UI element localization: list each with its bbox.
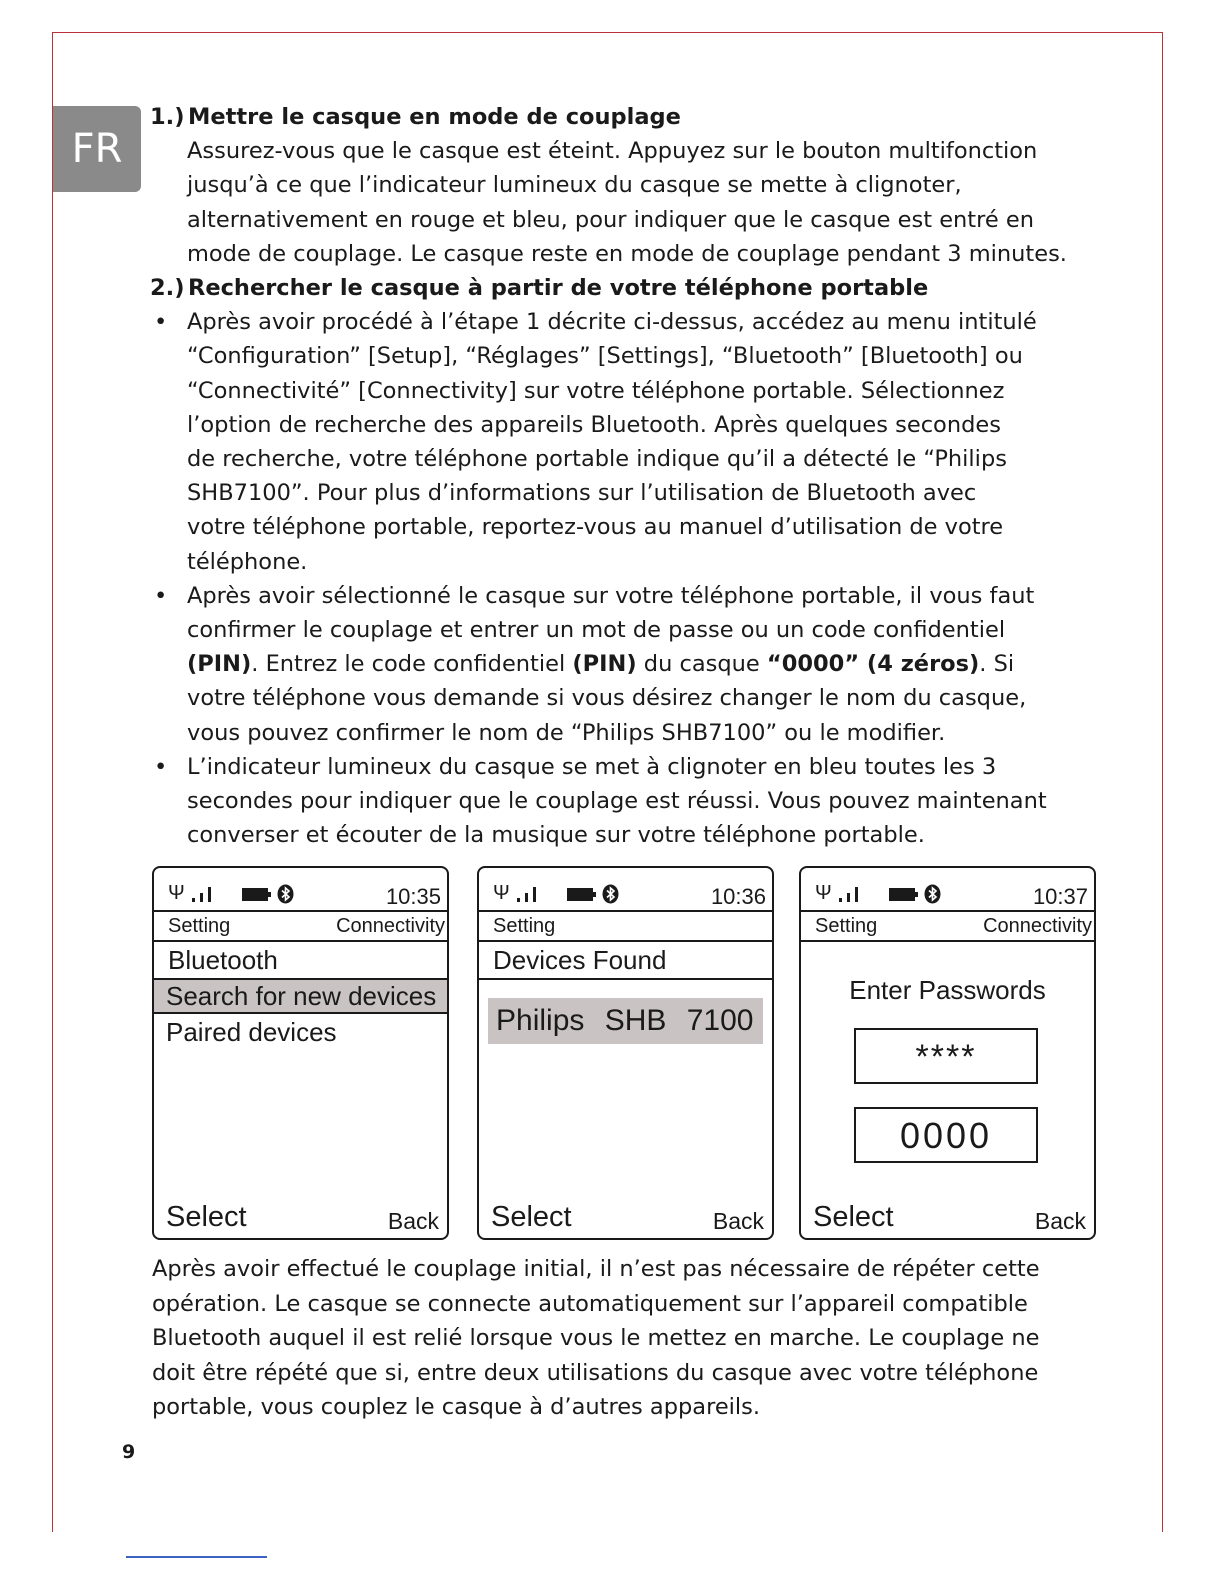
bottom-rule xyxy=(126,1556,267,1558)
header-right: Connectivity xyxy=(336,915,445,937)
password-prompt: Enter Passwords xyxy=(849,975,1046,1005)
header-left: Setting xyxy=(168,915,231,937)
masked-password-field[interactable]: **** xyxy=(854,1028,1038,1084)
text-line: secondes pour indiquer que le couplage est réussi. Vous pouvez maintenant xyxy=(187,788,1047,815)
text-line: Assurez-vous que le casque est éteint. Appuyez sur le bouton multifonction xyxy=(187,138,1038,165)
text-line: opération. Le casque se connecte automatiquement sur l’appareil compatible xyxy=(152,1290,1028,1317)
menu-item-paired-devices[interactable]: Paired devices xyxy=(166,1017,337,1047)
text-line: téléphone. xyxy=(187,548,308,575)
status-bar xyxy=(154,868,447,910)
bullet-item xyxy=(187,305,1085,579)
signal-bar-icon xyxy=(847,893,850,902)
select-softkey[interactable]: Select xyxy=(166,1201,247,1233)
step2-title: Rechercher le casque à partir de votre téléphone portable xyxy=(188,275,929,302)
text-line: alternativement en rouge et bleu, pour indiquer que le casque est entré en xyxy=(187,206,1034,233)
screen-header xyxy=(479,912,772,940)
step2-number: 2.) xyxy=(150,275,185,302)
text-line: Bluetooth auquel il est relié lorsque vous le mettez en marche. Le couplage ne xyxy=(152,1325,1040,1351)
phone-screens xyxy=(152,866,1097,1240)
clock: 10:36 xyxy=(710,884,766,909)
password-code-field[interactable]: 0000 xyxy=(854,1107,1038,1163)
signal-bar-icon xyxy=(855,887,858,902)
text-fragment: . Si xyxy=(979,651,1015,678)
step1-paragraph xyxy=(187,134,1085,271)
after-pairing-paragraph xyxy=(152,1252,1087,1425)
header-left: Setting xyxy=(493,915,556,937)
status-bar xyxy=(479,868,772,910)
language-tab: FR xyxy=(53,106,141,192)
pin-label: (PIN) xyxy=(572,651,637,678)
text-line: confirmer le couplage et entrer un mot de passe ou un code confidentiel xyxy=(187,617,1006,644)
menu-title: Bluetooth xyxy=(168,945,278,975)
text-line: “Configuration” [Setup], “Réglages” [Settings], “Bluetooth” [Bluetooth] ou xyxy=(187,343,1023,370)
found-device-item[interactable]: Philips SHB 7100 xyxy=(488,998,763,1044)
bluetooth-icon xyxy=(602,884,619,904)
divider xyxy=(801,940,1094,942)
text-line: SHB7100”. Pour plus d’informations sur l’utilisation de Bluetooth avec xyxy=(187,480,977,507)
step2-heading xyxy=(150,271,1085,305)
header-right: Connectivity xyxy=(983,915,1092,937)
text-line: l’option de recherche des appareils Bluetooth. Après quelques secondes xyxy=(187,411,1001,438)
signal-bar-icon xyxy=(533,887,536,902)
bullet-item xyxy=(187,750,1085,853)
text-line: L’indicateur lumineux du casque se met à clignoter en bleu toutes les 3 xyxy=(187,753,997,780)
back-softkey[interactable]: Back xyxy=(387,1208,439,1234)
back-softkey[interactable]: Back xyxy=(712,1208,764,1234)
step1-heading xyxy=(150,100,1085,134)
text-line: Après avoir effectué le couplage initial, il n’est pas nécessaire de répéter cette xyxy=(152,1256,1040,1282)
menu-title: Devices Found xyxy=(493,945,667,975)
antenna-icon: Ψ xyxy=(815,882,832,904)
battery-icon xyxy=(567,888,593,901)
phone-screen-enter-password xyxy=(799,866,1096,1240)
page-frame-left xyxy=(52,32,53,1532)
phone-screen-devices-found xyxy=(477,866,774,1240)
text-line: Après avoir procédé à l’étape 1 décrite ci-dessus, accédez au menu intitulé xyxy=(187,309,1037,336)
page-number: 9 xyxy=(122,1441,136,1463)
header-left: Setting xyxy=(815,915,878,937)
signal-bar-icon xyxy=(525,893,528,902)
antenna-icon: Ψ xyxy=(493,882,510,904)
text-line: vous pouvez confirmer le nom de “Philips SHB7100” ou le modifier. xyxy=(187,719,946,746)
signal-bar-icon xyxy=(192,898,195,902)
bluetooth-icon xyxy=(277,884,294,904)
phone-screen-bluetooth-menu xyxy=(152,866,449,1240)
step1-number: 1.) xyxy=(150,104,185,130)
divider xyxy=(479,978,772,980)
status-icons xyxy=(815,882,945,906)
screen-header xyxy=(154,912,447,940)
text-line: votre téléphone portable, reportez-vous au manuel d’utilisation de votre xyxy=(187,514,1004,541)
signal-bar-icon xyxy=(839,898,842,902)
text-line: mode de couplage. Le casque reste en mode de couplage pendant 3 minutes. xyxy=(187,240,1067,267)
pin-code: “0000” (4 zéros) xyxy=(766,651,980,678)
bluetooth-icon xyxy=(924,884,941,904)
status-icons xyxy=(168,882,298,906)
status-bar xyxy=(801,868,1094,910)
text-line: jusqu’à ce que l’indicateur lumineux du casque se mette à clignoter, xyxy=(187,172,962,199)
clock: 10:35 xyxy=(385,884,441,909)
menu-item-search-devices[interactable]: Search for new devices xyxy=(154,978,447,1014)
text-line: doit être répété que si, entre deux utilisations du casque avec votre téléphone xyxy=(152,1359,1039,1386)
antenna-icon: Ψ xyxy=(168,882,185,904)
page-frame-top xyxy=(52,32,1163,33)
text-line: portable, vous couplez le casque à d’autres appareils. xyxy=(152,1394,761,1420)
signal-bar-icon xyxy=(200,893,203,902)
text-line: de recherche, votre téléphone portable indique qu’il a détecté le “Philips xyxy=(187,446,1007,473)
text-fragment: du casque xyxy=(636,651,767,678)
text-line: votre téléphone vous demande si vous désirez changer le nom du casque, xyxy=(187,685,1027,712)
text-fragment: . Entrez le code confidentiel xyxy=(251,651,573,678)
status-icons xyxy=(493,882,623,906)
text-line: “Connectivité” [Connectivity] sur votre téléphone portable. Sélectionnez xyxy=(187,377,1005,404)
text-line: Après avoir sélectionné le casque sur votre téléphone portable, il vous faut xyxy=(187,582,1035,609)
pin-label: (PIN) xyxy=(187,651,252,678)
step1-title: Mettre le casque en mode de couplage xyxy=(188,104,681,130)
select-softkey[interactable]: Select xyxy=(813,1201,894,1233)
select-softkey[interactable]: Select xyxy=(491,1201,572,1233)
text-line: converser et écouter de la musique sur votre téléphone portable. xyxy=(187,822,925,849)
bullet-item xyxy=(187,579,1085,750)
battery-icon xyxy=(242,888,268,901)
back-softkey[interactable]: Back xyxy=(1034,1208,1086,1234)
instructions xyxy=(150,100,1085,852)
signal-bar-icon xyxy=(208,887,211,902)
battery-icon xyxy=(889,888,915,901)
page-frame-right xyxy=(1162,32,1163,1532)
clock: 10:37 xyxy=(1032,884,1088,909)
screen-header xyxy=(801,912,1094,940)
signal-bar-icon xyxy=(517,898,520,902)
